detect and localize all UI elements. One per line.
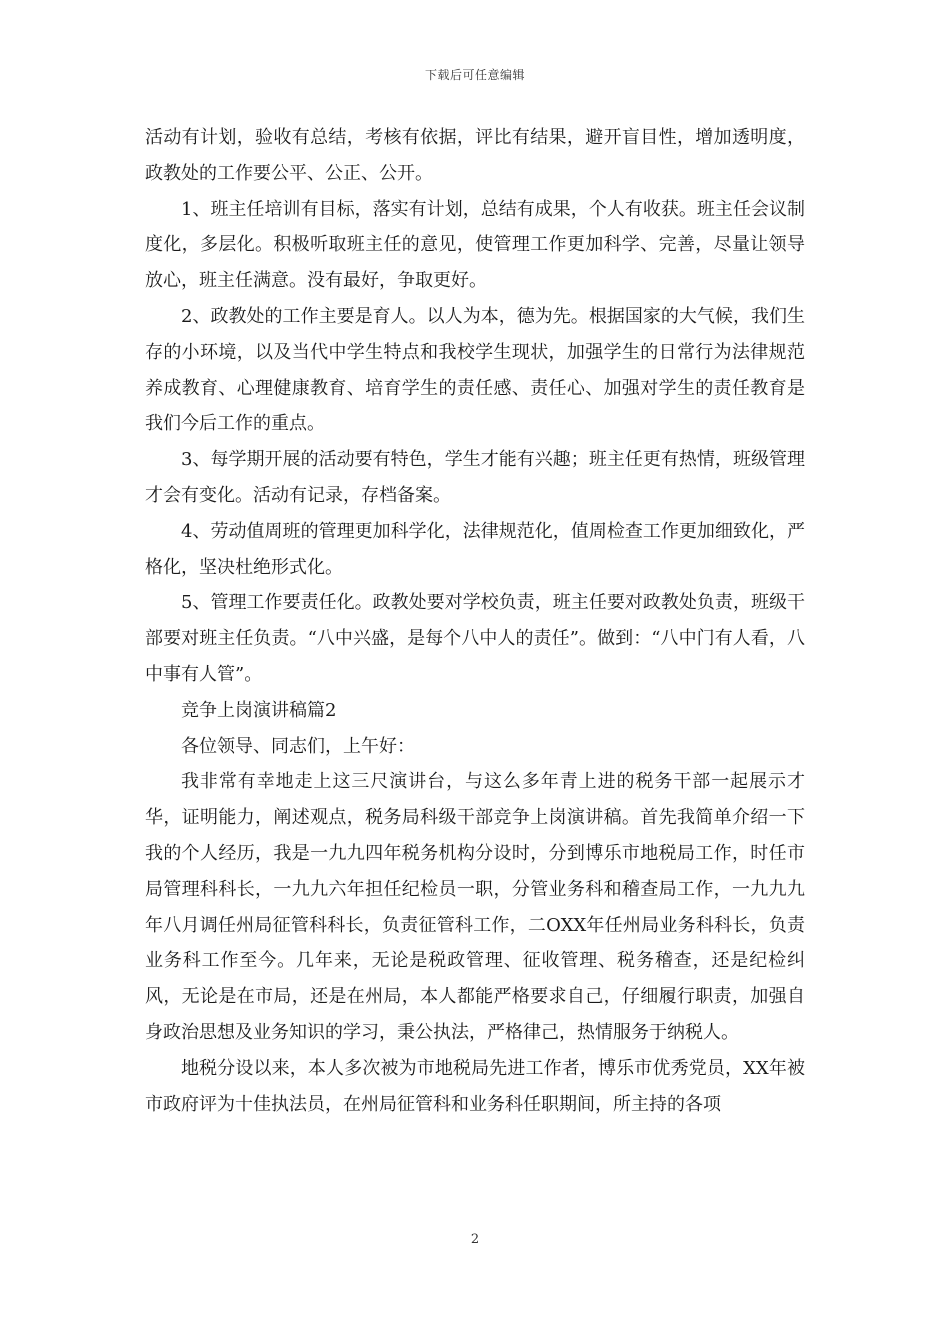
section-title: 竞争上岗演讲稿篇2 [181,699,337,721]
paragraph: 3、每学期开展的活动要有特色，学生才能有兴趣；班主任更有热情，班级管理才会有变化。活动有记录，存档备案。 [145,449,805,506]
document-body [145,120,805,1122]
paragraph: 活动有计划，验收有总结，考核有依据，评比有结果，避开盲目性，增加透明度，政教处的工作要公平、公正、公开。 [145,127,805,184]
page-header: 下载后可任意编辑 [424,68,525,82]
paragraph: 4、劳动值周班的管理更加科学化，法律规范化，值周检查工作更加细致化，严格化，坚决杜绝形式化。 [145,520,805,578]
paragraph: 5、管理工作要责任化。政教处要对学校负责，班主任要对政教处负责，班级干部要对班主任负责。“八中兴盛，是每个八中人的责任”。做到：“八中门有人看，八中事有人管”。 [145,592,805,685]
paragraph: 我非常有幸地走上这三尺演讲台，与这么多年青上进的税务干部一起展示才华，证明能力，阐述观点，税务局科级干部竞争上岗演讲稿。首先我简单介绍一下我的个人经历，我是一九九四年税务机构分设时，分到博乐市地税局工作，时任市局管理科科长，一九九六年担任纪检员一职，分管业务科和稽查局工作，一九九九年八月调任州局征管科科长，负责征管科工作，二OXX年任州局业务科科长，负责业务科工作至今。几年来，无论是税政管理、征收管理、税务稽查，还是纪检纠风，无论是在市局，还是在州局，本人都能严格要求自己，仔细履行职责，加强自身政治思想及业务知识的学习，秉公执法，严格律己，热情服务于纳税人。 [145,771,805,1043]
paragraph: 2、政教处的工作主要是育人。以人为本，德为先。根据国家的大气候，我们生存的小环境，以及当代中学生特点和我校学生现状，加强学生的日常行为法律规范养成教育、心理健康教育、培育学生的责任感、责任心、加强对学生的责任教育是我们今后工作的重点。 [145,305,805,435]
greeting: 各位领导、同志们，上午好： [181,735,415,757]
page-number: 2 [470,1232,480,1247]
paragraph: 地税分设以来，本人多次被为市地税局先进工作者，博乐市优秀党员，XX年被市政府评为十佳执法员，在州局征管科和业务科任职期间，所主持的各项 [145,1057,805,1115]
paragraph: 1、班主任培训有目标，落实有计划，总结有成果，个人有收获。班主任会议制度化，多层化。积极听取班主任的意见，使管理工作更加科学、完善，尽量让领导放心，班主任满意。没有最好，争取更好。 [145,198,805,292]
